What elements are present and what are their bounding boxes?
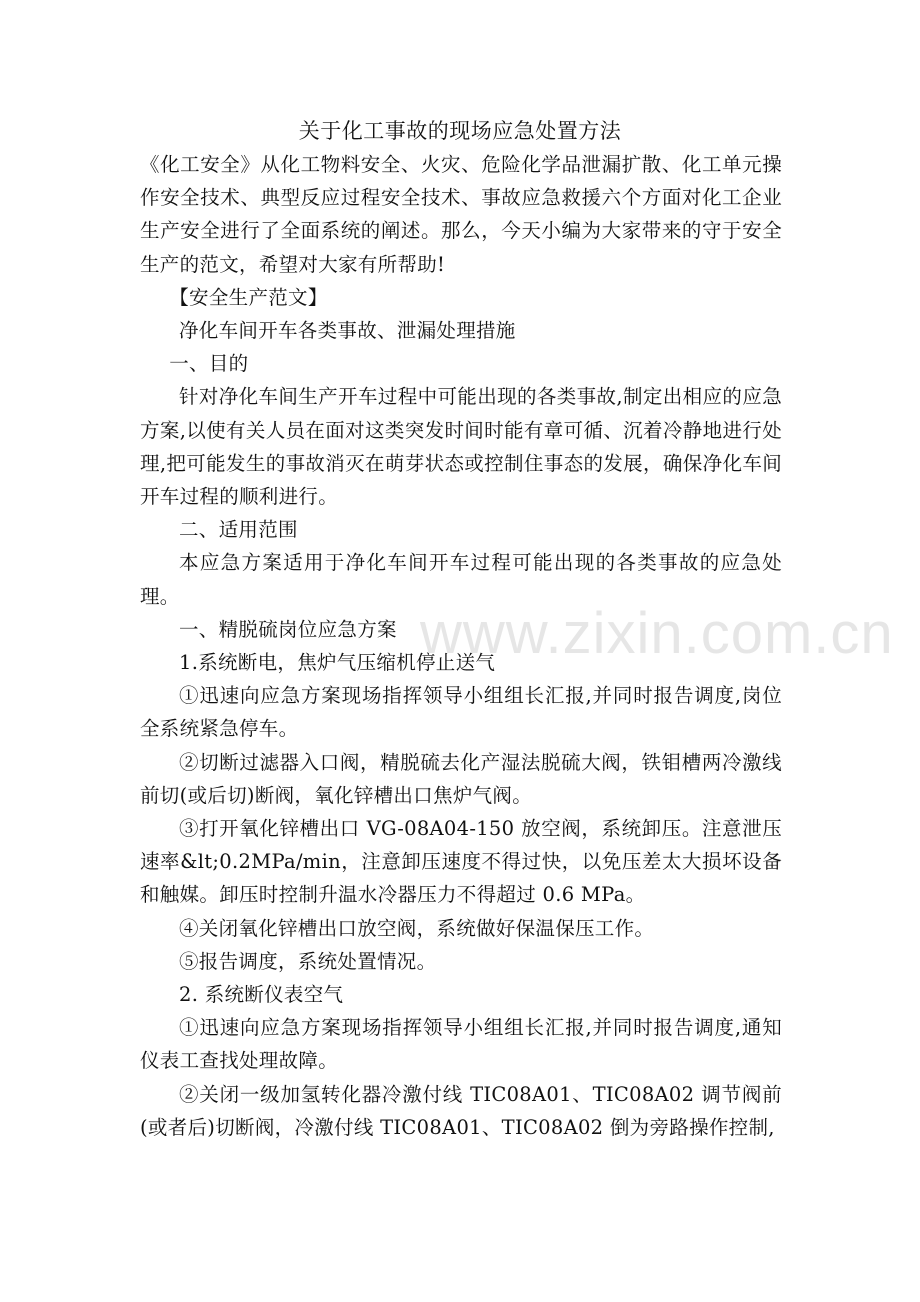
- purpose-paragraph: 针对净化车间生产开车过程中可能出现的各类事故,制定出相应的应急方案,以使有关人员在面对这类突发时间时能有章可循、沉着冷静地进行处理,把可能发生的事故消灭在萌芽状态或控制住事态的发展，确保净化车间开车过程的顺利进行。: [140, 385, 782, 509]
- step-1: ①迅速向应急方案现场指挥领导小组组长汇报,并同时报告调度,岗位全系统紧急停车。: [140, 684, 782, 741]
- step-3: ③打开氧化锌槽出口 VG-08A04-150 放空阀，系统卸压。注意泄压速率&lt;0.2MPa/min，注意卸压速度不得过快，以免压差太大损坏设备和触媒。卸压时控制升温水冷器压力不得超过 0.6 MPa。: [140, 817, 782, 907]
- step-air-2: ②关闭一级加氢转化器冷激付线 TIC08A01、TIC08A02 调节阀前(或者后)切断阀，冷激付线 TIC08A01、TIC08A02 倒为旁路操作控制,: [140, 1082, 782, 1139]
- heading-desulfurization: 一、精脱硫岗位应急方案: [179, 617, 397, 641]
- item-power-failure: 1.系统断电，焦炉气压缩机停止送气: [179, 651, 496, 675]
- section-label: 【安全生产范文】: [169, 285, 328, 309]
- step-5: ⑤报告调度，系统处置情况。: [179, 949, 437, 973]
- document-body: [140, 148, 782, 1144]
- document-title: 关于化工事故的现场应急处置方法: [298, 119, 622, 143]
- intro-paragraph: 《化工安全》从化工物料安全、火灾、危险化学品泄漏扩散、化工单元操作安全技术、典型反应过程安全技术、事故应急救援六个方面对化工企业生产安全进行了全面系统的阐述。那么，今天小编为大家带来的守于安全生产的范文，希望对大家有所帮助!: [140, 153, 782, 276]
- step-air-1: ①迅速向应急方案现场指挥领导小组组长汇报,并同时报告调度,通知仪表工查找处理故障。: [140, 1016, 782, 1073]
- step-4: ④关闭氧化锌槽出口放空阀，系统做好保温保压工作。: [179, 916, 655, 940]
- scope-paragraph: 本应急方案适用于净化车间开车过程可能出现的各类事故的应急处理。: [140, 551, 782, 608]
- heading-scope: 二、适用范围: [179, 518, 298, 542]
- subtitle-heading: 净化车间开车各类事故、泄漏处理措施: [179, 319, 516, 343]
- item-instrument-air-failure: 2. 系统断仪表空气: [179, 983, 344, 1007]
- step-2: ②切断过滤器入口阀，精脱硫去化产湿法脱硫大阀，铁钼槽两冷激线前切(或后切)断阀，氧化锌槽出口焦炉气阀。: [140, 750, 782, 807]
- heading-purpose: 一、目的: [169, 352, 249, 376]
- watermark: www.zixin.com.cn: [420, 601, 894, 666]
